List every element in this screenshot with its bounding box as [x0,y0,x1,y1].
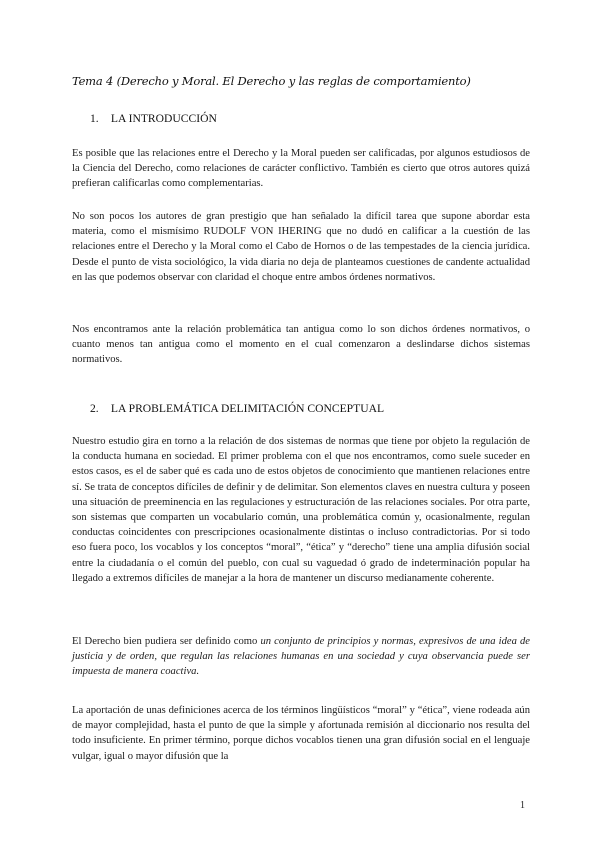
definition-italic: un conjunto de principios y normas, expresivos de una idea de justicia y de orden, que regulan las relaciones humanas en una sociedad y cuya observancia puede ser impuesta de manera coactiva. [72,636,530,678]
section-heading-problematica [90,402,384,415]
paragraph-2: No son pocos los autores de gran prestigio que han señalado la difícil tarea que supone abordar esta materia, como el mismísimo RUDOLF VON IHERING que no dudó en calificar a la cuestión de las relaciones entre el Derecho y la Moral como el Cabo de Hornos o de las tempestades de la ciencia jurídica. Desde el punto de vista sociológico, la vida diaria no deja de planteamos cuestiones de candente actualidad en las que podemos observar con claridad el choque entre ambos órdenes normativos. [72,211,530,283]
paragraph-5 [72,634,530,680]
section-heading-introduccion [90,112,217,125]
section-number: 2. [90,402,99,415]
document-title: Tema 4 (Derecho y Moral. El Derecho y las reglas de comportamiento) [72,74,471,88]
paragraph-4: Nuestro estudio gira en torno a la relación de dos sistemas de normas que tiene por objeto la regulación de la conducta humana en sociedad. El primer problema con el que nos encontramos, como suele suceder en estos casos, es el de saber qué es cada uno de estos objetos de conocimiento que mantienen relaciones entre sí. Se trata de conceptos difíciles de definir y de delimitar. Son elementos claves en nuestra cultura y poseen una situación de preeminencia en las regulaciones y estructuración de las relaciones sociales. Por otra parte, son sistemas que comparten un vocabulario común, una problemática común y, ocasionalmente, regulan conductas coincidentes con prescripciones ocasionalmente distintas o incluso contradictorias. Por si todo eso fuera poco, los vocablos y los conceptos “moral”, “ética” y “derecho” tiene una amplia difusión social entre la ciudadanía o el común del pueblo, con cual su vaguedad ó grado de indeterminación popular ha llegado a extremos difíciles de manejar a la hora de mantener un discurso medianamente coherente. [72,436,530,584]
page-number: 1 [520,800,525,811]
paragraph-6: La aportación de unas definiciones acerca de los términos lingüísticos “moral” y “ética”, viene rodeada aún de mayor complejidad, hasta el punto de que la simple y afortunada remisión al diccionario nos resulta del todo insuficiente. En primer término, porque dichos vocablos tienen una gran difusión social en el lenguaje vulgar, igual o mayor difusión que la [72,705,530,762]
definition-lead: El Derecho bien pudiera ser definido como [72,636,261,647]
section-title: LA PROBLEMÁTICA DELIMITACIÓN CONCEPTUAL [110,402,385,415]
paragraph-1: Es posible que las relaciones entre el Derecho y la Moral pueden ser calificadas, por algunos estudiosos de la Ciencia del Derecho, como relaciones de carácter conflictivo. También es cierto que otros autores quizá prefieran calificarlas como complementarias. [72,148,530,190]
section-title: LA INTRODUCCIÓN [110,112,217,125]
section-number: 1. [90,112,99,125]
paragraph-3: Nos encontramos ante la relación problemática tan antigua como lo son dichos órdenes normativos, o cuanto menos tan antigua como el momento en el cual comenzaron a deslindarse dichos sistemas normativos. [72,324,530,366]
